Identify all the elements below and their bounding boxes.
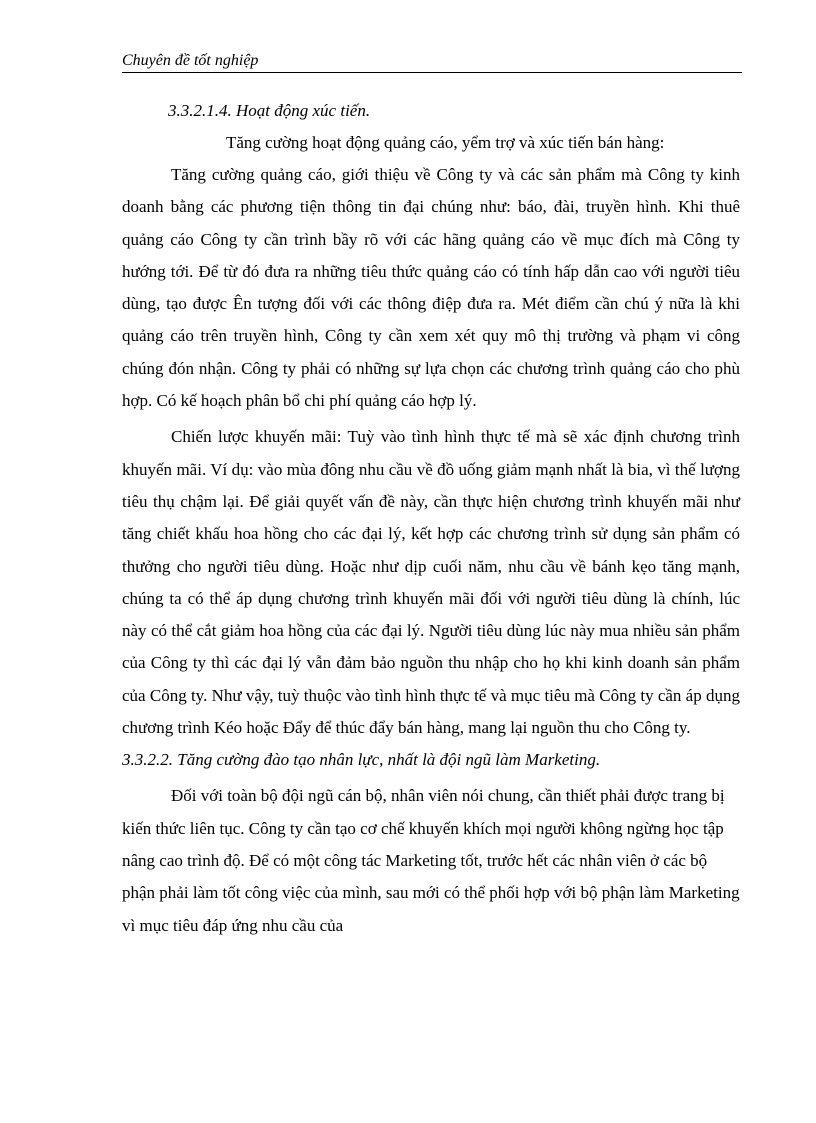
section-heading: 3.3.2.1.4. Hoạt động xúc tiến. bbox=[168, 101, 371, 120]
section-2-heading: 3.3.2.2. Tăng cường đào tạo nhân lực, nhất là đội ngũ làm Marketing. bbox=[122, 750, 601, 770]
page-header-title: Chuyên đề tốt nghiệp bbox=[122, 52, 259, 69]
paragraph-promotion: Chiến lược khuyến mãi: Tuỳ vào tình hình thực tế mà sẽ xác định chương trình khuyến mãi. Ví dụ: vào mùa đông nhu cầu về đồ uống giảm mạnh nhất là bia, vì thế lượng tiêu thụ chậm lại. Để giải quyết vấn đề này, cần thực hiện chương trình khuyến mãi như tăng chiết khấu hoa hồng cho các đại lý, kết hợp các chương trình sử dụng sản phẩm có thưởng cho người tiêu dùng. Hoặc như dịp cuối năm, nhu cầu về bánh kẹo tăng mạnh, chúng ta có thể áp dụng chương trình khuyến mãi đối với người tiêu dùng là chính, lúc này có thể cắt giảm hoa hồng của các đại lý. Người tiêu dùng lúc này mua nhiều sản phẩm của Công ty thì các đại lý vẫn đảm bảo nguồn thu nhập cho họ khi kinh doanh sản phẩm của Công ty. Như vậy, tuỳ thuộc vào tình hình thực tế và mục tiêu mà Công ty cần áp dụng chương trình Kéo hoặc Đẩy để thúc đẩy bán hàng, mang lại nguồn thu cho Công ty. bbox=[122, 427, 740, 738]
paragraph-training: Đối với toàn bộ đội ngũ cán bộ, nhân viên nói chung, cần thiết phải được trang bị kiến thức liên tục. Công ty cần tạo cơ chế khuyến khích mọi người không ngừng học tập nâng cao trình độ. Để có một công tác Marketing tốt, trước hết các nhân viên ở các bộ phận phải làm tốt công việc của mình, sau mới có thể phối hợp với bộ phận làm Marketing vì mục tiêu đáp ứng nhu cầu của bbox=[122, 786, 740, 935]
document-body bbox=[122, 95, 740, 942]
header-divider bbox=[122, 72, 742, 73]
section-subheading: Tăng cường hoạt động quảng cáo, yểm trợ và xúc tiến bán hàng: bbox=[226, 133, 665, 152]
paragraph-advertising: Tăng cường quảng cáo, giới thiệu về Công ty và các sản phẩm mà Công ty kinh doanh bằng các phương tiện thông tin đại chúng như: báo, đài, truyền hình. Khi thuê quảng cáo Công ty cần trình bầy rõ với các hãng quảng cáo về mục đích mà Công ty hướng tới. Để từ đó đưa ra những tiêu thức quảng cáo có tính hấp dẫn cao với người tiêu dùng, tạo được Ên tượng đối với các thông điệp đưa ra. Mét điểm cần chú ý nữa là khi quảng cáo trên truyền hình, Công ty cần xem xét quy mô thị trường và phạm vi công chúng đón nhận. Công ty phải có những sự lựa chọn các chương trình quảng cáo cho phù hợp. Có kế hoạch phân bổ chi phí quảng cáo hợp lý. bbox=[122, 165, 740, 411]
